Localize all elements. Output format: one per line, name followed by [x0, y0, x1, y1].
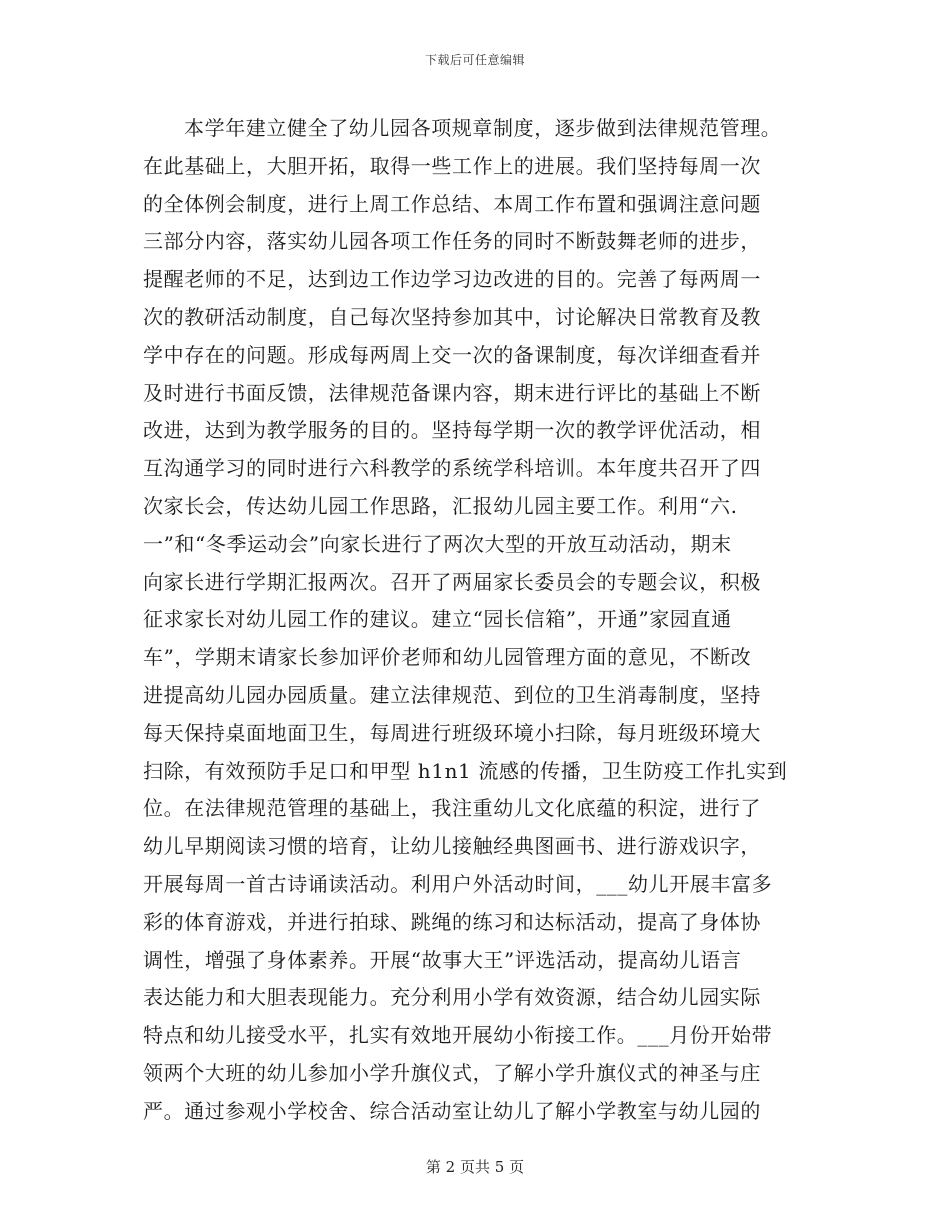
paragraph-line: 严。通过参观小学校舍、综合活动室让幼儿了解小学教室与幼儿园的 [143, 1098, 761, 1123]
paragraph-line: 进提高幼儿园办园质量。建立法律规范、到位的卫生消毒制度，坚持 [143, 682, 761, 707]
paragraph-line: 的全体例会制度，进行上周工作总结、本周工作布置和强调注意问题 [143, 191, 761, 216]
paragraph-line: 彩的体育游戏，并进行拍球、跳绳的练习和达标活动，提高了身体协 [143, 909, 761, 934]
paragraph-line: 次的教研活动制度，自己每次坚持参加其中，讨论解决日常教育及教 [143, 304, 761, 329]
paragraph-line: 征求家长对幼儿园工作的建议。建立“园长信箱”，开通”家园直通 [143, 607, 732, 632]
paragraph-line: 位。在法律规范管理的基础上，我注重幼儿文化底蕴的积淀，进行了 [143, 796, 761, 821]
paragraph-line: 扫除，有效预防手足口和甲型 h1n1 流感的传播，卫生防疫工作扎实到 [143, 758, 788, 783]
paragraph-line: 及时进行书面反馈，法律规范备课内容，期末进行评比的基础上不断 [143, 380, 761, 405]
document-body [143, 110, 815, 1131]
paragraph-line: 每天保持桌面地面卫生，每周进行班级环境小扫除，每月班级环境大 [143, 720, 761, 745]
paragraph-line: 车”，学期末请家长参加评价老师和幼儿园管理方面的意见，不断改 [143, 645, 752, 670]
paragraph-line: 幼儿早期阅读习惯的培育，让幼儿接触经典图画书、进行游戏识字， [143, 834, 761, 859]
paragraph-line: 在此基础上，大胆开拓，取得一些工作上的进展。我们坚持每周一次 [143, 153, 761, 178]
paragraph-line: 提醒老师的不足，达到边工作边学习边改进的目的。完善了每两周一 [143, 267, 761, 292]
paragraph-line: 领两个大班的幼儿参加小学升旗仪式，了解小学升旗仪式的神圣与庄 [143, 1060, 761, 1085]
paragraph-line: 本学年建立健全了幼儿园各项规章制度，逐步做到法律规范管理。 [184, 116, 782, 140]
paragraph-line: 一”和“冬季运动会”向家长进行了两次大型的开放互动活动，期末 [143, 531, 732, 556]
page-header: 下载后可任意编辑 [424, 53, 525, 67]
paragraph-line: 学中存在的问题。形成每两周上交一次的备课制度，每次详细查看并 [143, 342, 761, 367]
paragraph-line: 特点和幼儿接受水平，扎实有效地开展幼小衔接工作。___月份开始带 [143, 1023, 773, 1048]
paragraph-line: 改进，达到为教学服务的目的。坚持每学期一次的教学评优活动，相 [143, 418, 761, 443]
paragraph-line: 互沟通学习的同时进行六科教学的系统学科培训。本年度共召开了四 [143, 456, 761, 481]
page-number: 第 2 页共 5 页 [425, 1158, 525, 1176]
paragraph-line: 表达能力和大胆表现能力。充分利用小学有效资源，结合幼儿园实际 [143, 985, 761, 1010]
paragraph-line: 三部分内容，落实幼儿园各项工作任务的同时不断鼓舞老师的进步， [143, 229, 761, 254]
paragraph-line: 次家长会，传达幼儿园工作思路，汇报幼儿园主要工作。利用“六. [143, 493, 738, 518]
paragraph-line: 向家长进行学期汇报两次。召开了两届家长委员会的专题会议，积极 [143, 569, 761, 594]
paragraph-line: 调性，增强了身体素养。开展“故事大王”评选活动，提高幼儿语言 [143, 947, 742, 972]
paragraph-line: 开展每周一首古诗诵读活动。利用户外活动时间，___幼儿开展丰富多 [143, 871, 773, 896]
